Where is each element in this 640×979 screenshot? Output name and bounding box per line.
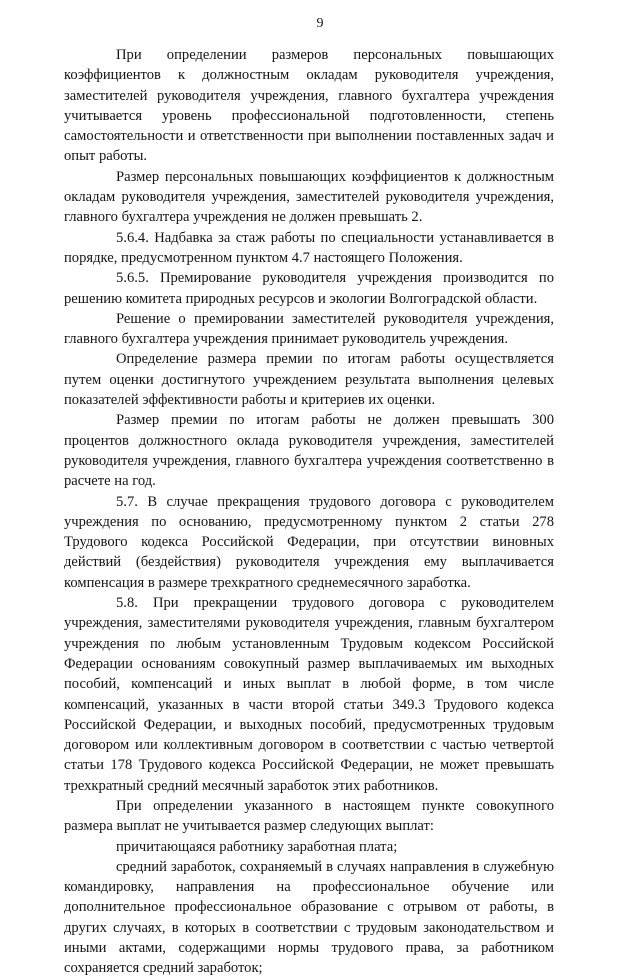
paragraph-5-7: 5.7. В случае прекращения трудового договора с руководителем учреждения по основанию, предусмотренному пунктом 2 статьи 278 Трудового кодекса Российской Федерации, при отсутствии виновных действий (бездействия) руководителя учреждения ему выплачивается компенсация в размере трехкратного среднемесячного заработка. [64, 493, 554, 591]
list-item-average-earnings: средний заработок, сохраняемый в случаях направления в служебную командировку, направления на профессиональное обучение или дополнительное профессиональное образование с отрывом от работы, в других случаях, в которых в соответствии с трудовым законодательством и иными актами, содержащими нормы трудового права, за работником сохраняется средний заработок; [64, 858, 554, 977]
paragraph-coefficients-criteria: При определении размеров персональных повышающих коэффициентов к должностным окладам руководителя учреждения, заместителей руководителя учреждения, главного бухгалтера учреждения учитывается уровень профессиональной подготовленности, степень самостоятельности и ответственности при выполнении поставленных задач и опыт работы. [64, 47, 554, 165]
paragraph-bonus-limit: Размер премии по итогам работы не должен превышать 300 процентов должностного оклада руководителя учреждения, заместителей руководителя учреждения, главного бухгалтера учреждения соответственно в расчете на год. [64, 412, 554, 490]
document-body [64, 45, 554, 979]
paragraph-bonus-determination: Определение размера премии по итогам работы осуществляется путем оценки достигнутого учреждением результата выполнения целевых показателей эффективности работы и критериев их оценки. [64, 351, 554, 409]
paragraph-5-6-4: 5.6.4. Надбавка за стаж работы по специальности устанавливается в порядке, предусмотренном пунктом 4.7 настоящего Положения. [64, 229, 554, 266]
paragraph-5-6-5: 5.6.5. Премирование руководителя учреждения производится по решению комитета природных ресурсов и экологии Волгоградской области. [64, 270, 554, 307]
paragraph-excluded-payments: При определении указанного в настоящем пункте совокупного размера выплат не учитывается размер следующих выплат: [64, 797, 554, 835]
paragraph-5-8: 5.8. При прекращении трудового договора с руководителем учреждения, заместителями руководителя учреждения, главным бухгалтером учреждения по любым установленным Трудовым кодексом Российской Федерации основаниям совокупный размер выплачиваемых им выходных пособий, компенсаций и иных выплат в любой форме, в том числе компенсаций, указанных в части второй статьи 349.3 Трудового кодекса Российской Федерации, и выходных пособий, предусмотренных трудовым договором или коллективным договором в соответствии с частью четвертой статьи 178 Трудового кодекса Российской Федерации, не может превышать трехкратный средний месячный заработок этих работников. [64, 595, 554, 794]
paragraph-deputy-bonus: Решение о премировании заместителей руководителя учреждения, главного бухгалтера учреждения принимает руководитель учреждения. [64, 310, 554, 348]
list-item-salary: причитающаяся работнику заработная плата; [116, 838, 398, 855]
page-number: 9 [316, 16, 324, 31]
paragraph-coefficients-limit: Размер персональных повышающих коэффициентов к должностным окладам руководителя учреждения, заместителей руководителя учреждения, главного бухгалтера учреждения не должен превышать 2. [64, 168, 554, 226]
